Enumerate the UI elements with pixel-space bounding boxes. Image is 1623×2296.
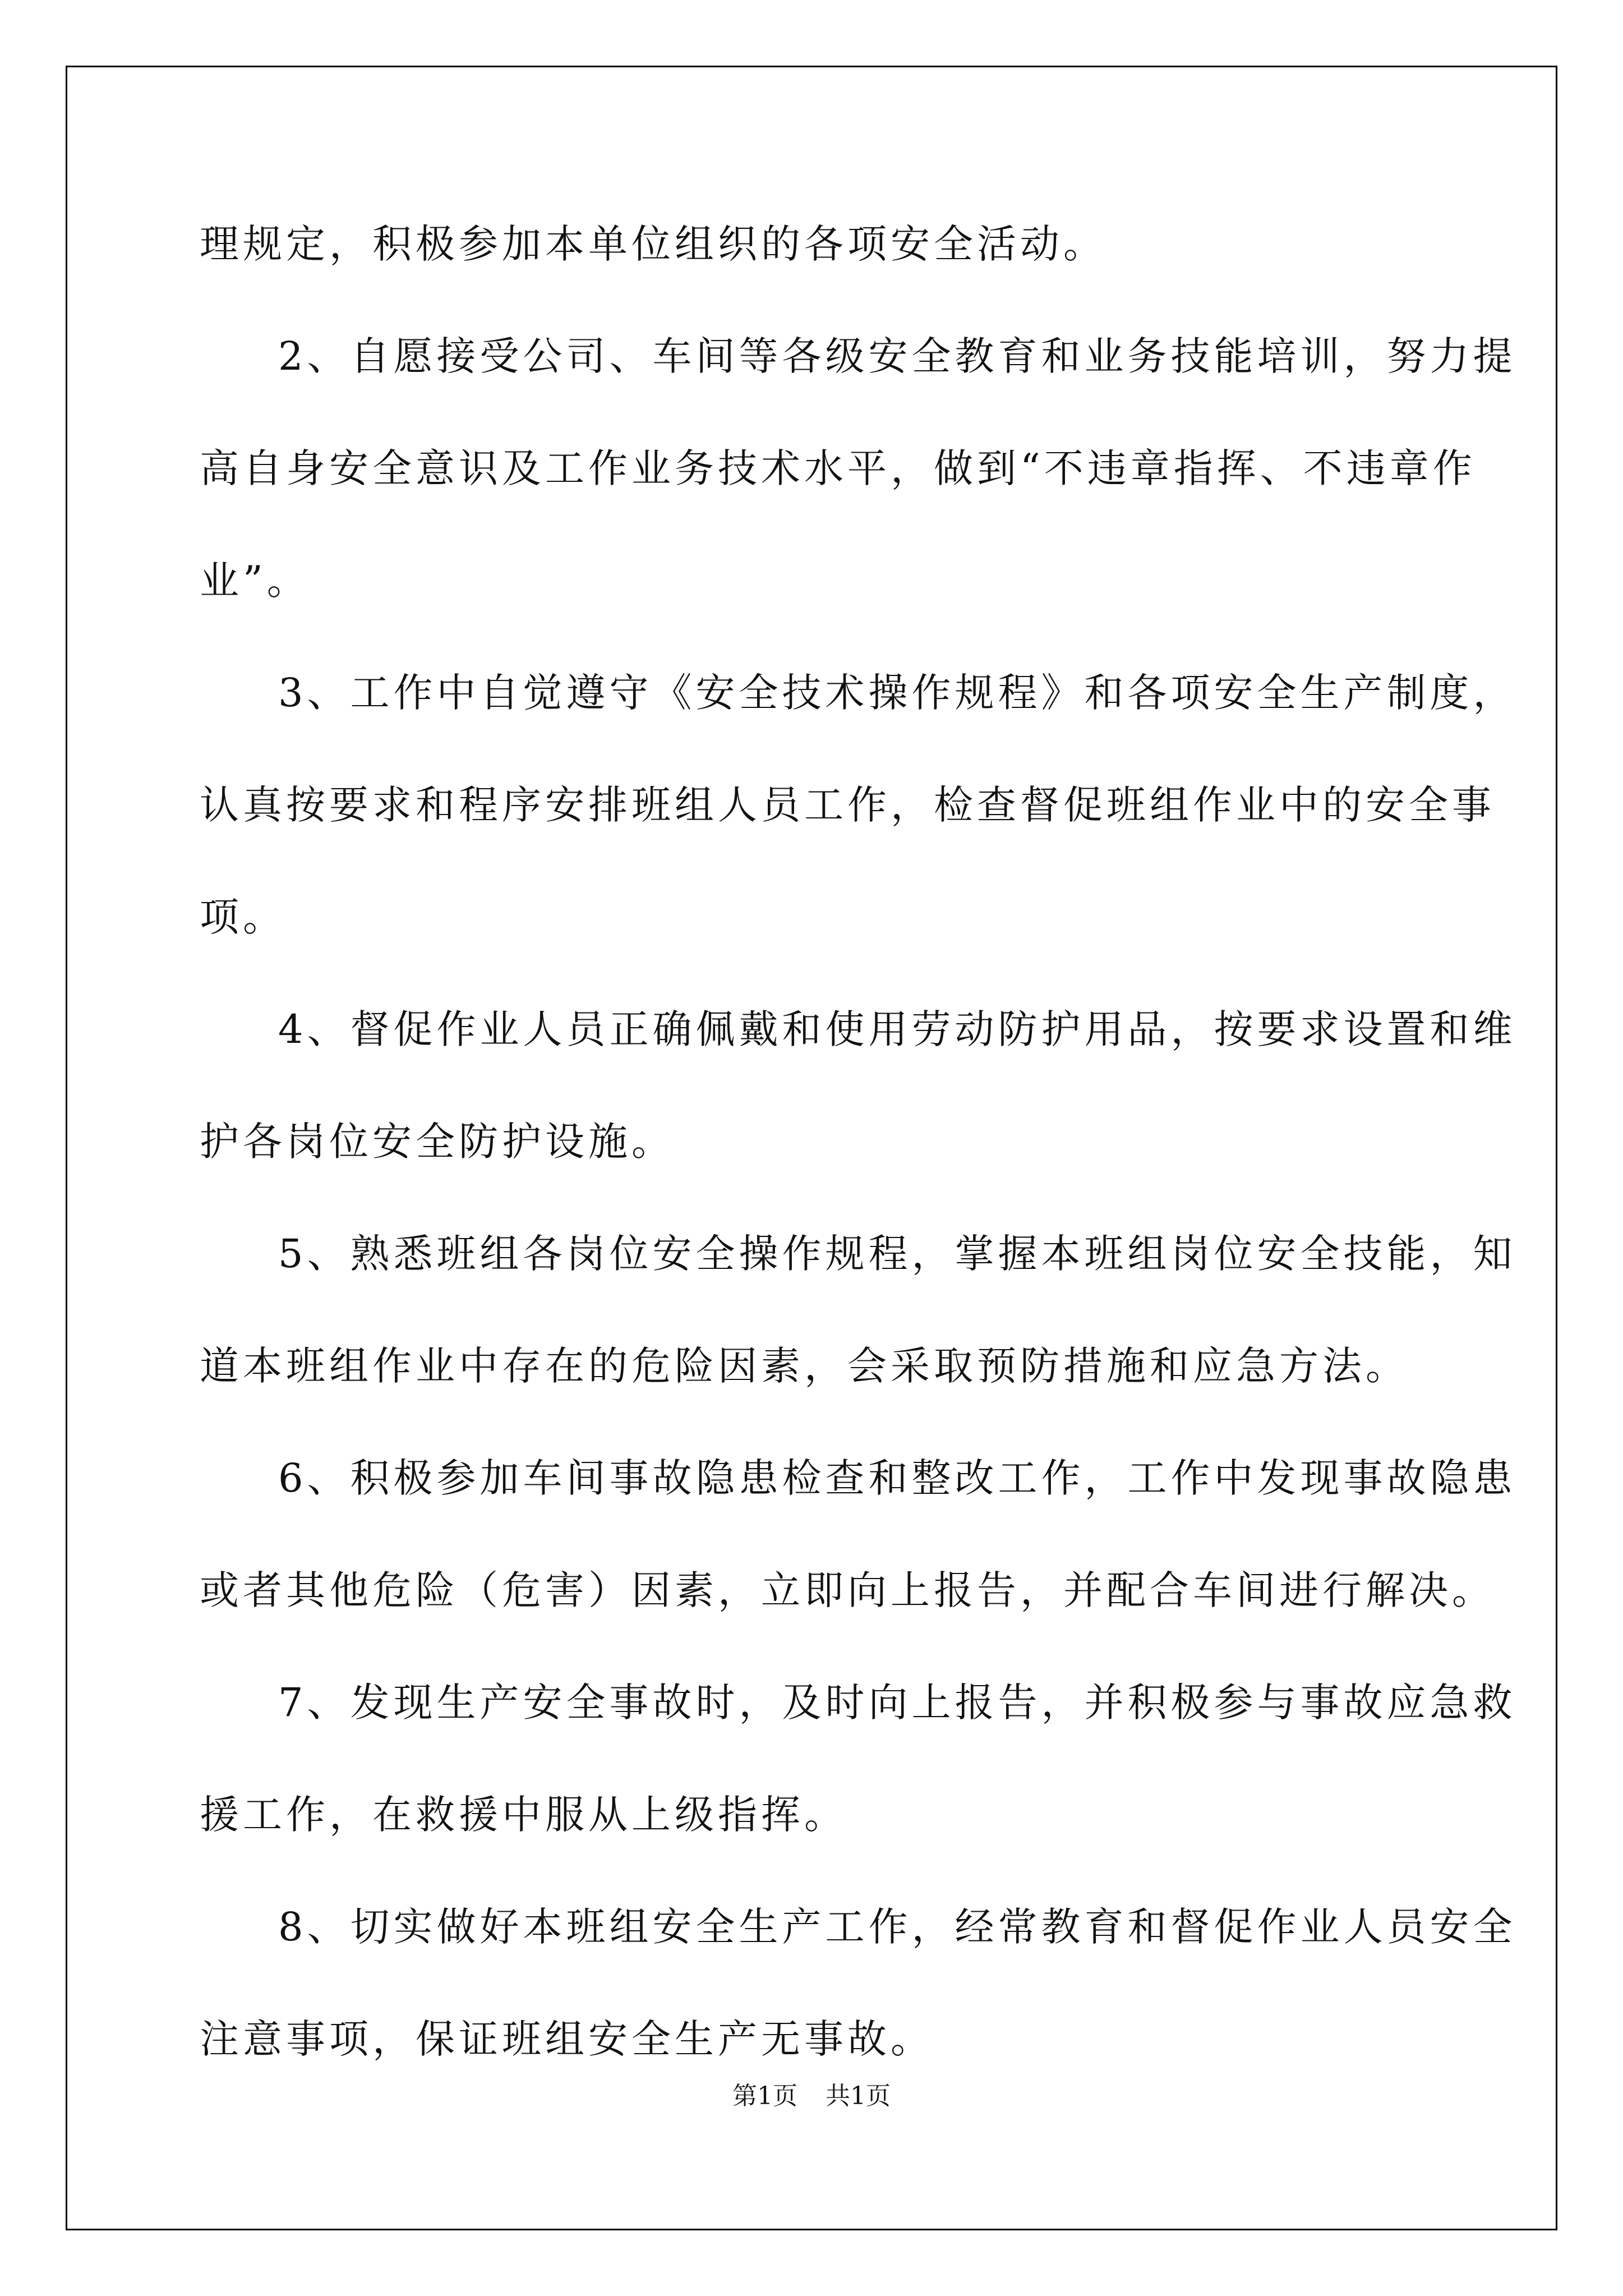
page-total: 共1页 [826, 2082, 891, 2110]
paragraph-line: 道本班组作业中存在的危险因素，会采取预防措施和应急方法。 [200, 1343, 1409, 1389]
paragraph-line: 8、切实做好本班组安全生产工作，经常教育和督促作业人员安全 [278, 1904, 1516, 1950]
paragraph-line: 理规定，积极参加本单位组织的各项安全活动。 [200, 221, 1106, 267]
paragraph-line: 认真按要求和程序安排班组人员工作，检查督促班组作业中的安全事 [200, 782, 1495, 828]
paragraph-line: 业”。 [200, 558, 310, 604]
paragraph-line: 或者其他危险（危害）因素，立即向上报告，并配合车间进行解决。 [200, 1567, 1495, 1613]
paragraph-line: 2、自愿接受公司、车间等各级安全教育和业务技能培训，努力提 [278, 333, 1516, 379]
paragraph-line: 5、熟悉班组各岗位安全操作规程，掌握本班组岗位安全技能，知 [278, 1231, 1516, 1277]
paragraph-line: 高自身安全意识及工作业务技术水平，做到“不违章指挥、不违章作 [200, 445, 1476, 491]
paragraph-line: 6、积极参加车间事故隐患检查和整改工作，工作中发现事故隐患 [278, 1455, 1516, 1501]
page-footer [0, 2076, 1623, 2111]
paragraph-line: 护各岗位安全防护设施。 [200, 1119, 675, 1165]
paragraph-line: 项。 [200, 894, 286, 940]
paragraph-line: 4、督促作业人员正确佩戴和使用劳动防护用品，按要求设置和维 [278, 1006, 1516, 1052]
paragraph-line: 注意事项，保证班组安全生产无事故。 [200, 2016, 934, 2062]
paragraph-line: 援工作，在救援中服从上级指挥。 [200, 1792, 847, 1838]
page-number: 第1页 [732, 2082, 797, 2110]
paragraph-line: 7、发现生产安全事故时，及时向上报告，并积极参与事故应急救 [278, 1680, 1516, 1726]
paragraph-line: 3、工作中自觉遵守《安全技术操作规程》和各项安全生产制度， [278, 670, 1516, 716]
